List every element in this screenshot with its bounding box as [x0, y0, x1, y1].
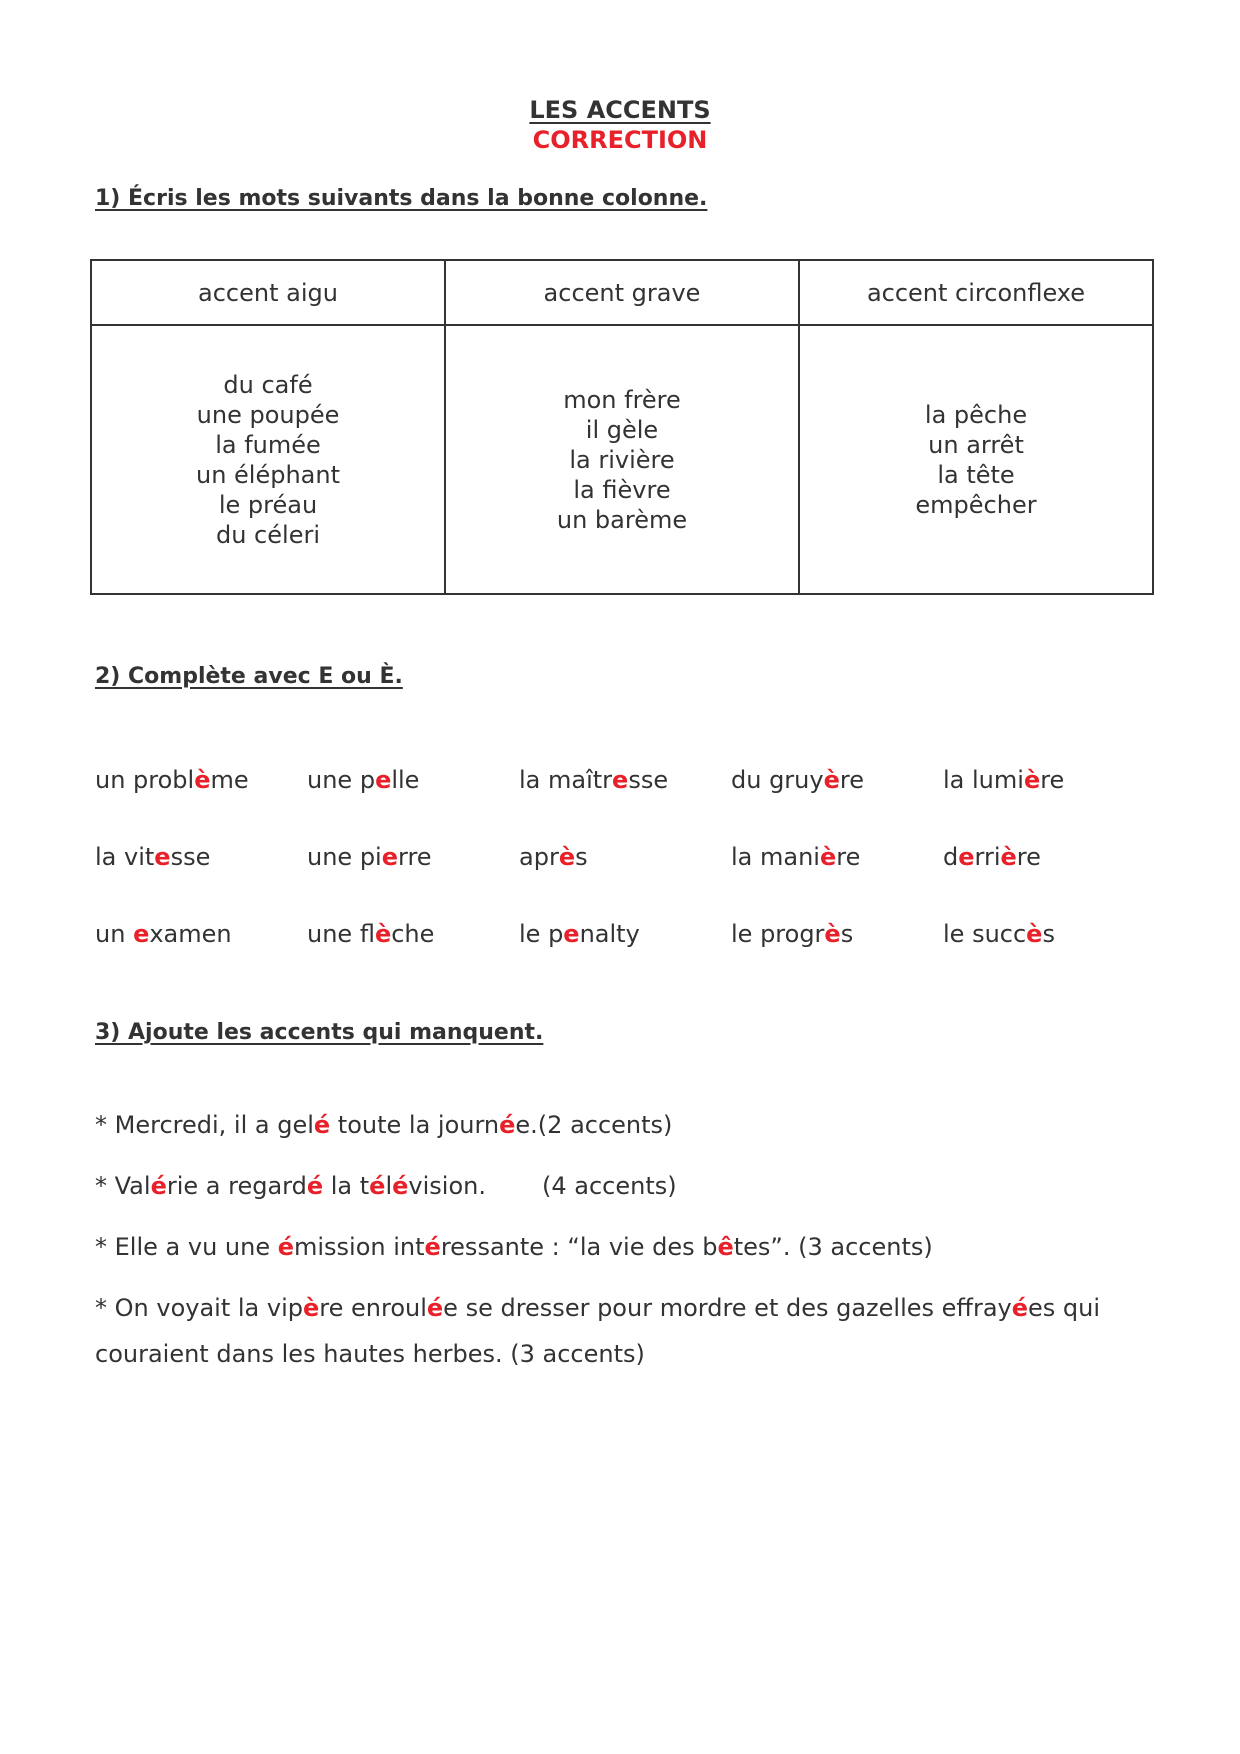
exercise2-word — [731, 919, 943, 996]
sentence — [95, 1232, 1155, 1262]
answer-letter: è — [194, 766, 211, 794]
exercise2-word — [307, 765, 519, 842]
word-item: la pêche — [924, 400, 1028, 429]
word-part: re — [839, 766, 864, 794]
word-part: nalty — [579, 920, 640, 948]
answer-letter: é — [424, 1233, 441, 1261]
answer-letter: è — [1000, 843, 1017, 871]
word-part: s — [575, 843, 588, 871]
sentence-part: e se dresser pour mordre et des gazelles effray — [443, 1294, 1012, 1322]
word-item: un barème — [556, 505, 688, 534]
exercise2-grid — [95, 765, 1155, 996]
sentence-part: * Elle a vu une — [95, 1233, 278, 1261]
exercise2-word — [731, 765, 943, 842]
column-header-aigu: accent aigu — [91, 260, 445, 325]
column-grave-words — [445, 325, 799, 594]
word-part: re — [836, 843, 861, 871]
sentence-part: tes”. (3 accents) — [733, 1233, 933, 1261]
word-part: sse — [628, 766, 669, 794]
sentence-part: rie a regard — [166, 1172, 307, 1200]
word-item: du café — [223, 370, 313, 399]
word-part: re — [1040, 766, 1065, 794]
exercise2-word — [519, 765, 731, 842]
answer-letter: e — [381, 843, 398, 871]
word-part: d — [943, 843, 959, 871]
sentence-part: re enroul — [319, 1294, 427, 1322]
answer-letter: è — [302, 1294, 320, 1322]
answer-letter: è — [1026, 920, 1043, 948]
word-item: empêcher — [915, 490, 1037, 519]
exercise2-row — [95, 842, 1155, 919]
sentence — [95, 1171, 1155, 1201]
word-part: sse — [170, 843, 211, 871]
word-part: une p — [307, 766, 376, 794]
word-part: apr — [519, 843, 559, 871]
word-part: s — [1042, 920, 1055, 948]
exercise2-word — [95, 919, 307, 996]
exercise2-word — [95, 765, 307, 842]
page-title: LES ACCENTS — [529, 96, 711, 124]
word-part: un — [95, 920, 134, 948]
sentence-part: e.(2 accents) — [515, 1111, 673, 1139]
answer-letter: ê — [717, 1233, 734, 1261]
word-part: une pi — [307, 843, 382, 871]
word-item: une poupée — [196, 400, 340, 429]
answer-letter: è — [823, 766, 840, 794]
word-part: s — [840, 920, 854, 948]
exercise2-word — [307, 842, 519, 919]
sentence-part: l — [385, 1172, 393, 1200]
answer-letter: e — [375, 766, 392, 794]
answer-letter: é — [306, 1172, 324, 1200]
answer-letter: é — [277, 1233, 294, 1261]
word-item: la rivière — [569, 445, 675, 474]
answer-letter: è — [819, 843, 837, 871]
word-item: la tête — [937, 460, 1015, 489]
answer-letter: e — [133, 920, 150, 948]
word-item: mon frère — [563, 385, 681, 414]
sentence-part: * On voyait la vip — [95, 1294, 303, 1322]
exercise1-heading: 1) Écris les mots suivants dans la bonne colonne. — [95, 186, 708, 211]
exercise2-row — [95, 765, 1155, 842]
word-part: le progr — [731, 920, 825, 948]
exercise2-word — [519, 919, 731, 996]
word-part: la vit — [95, 843, 155, 871]
word-part: rri — [974, 843, 1001, 871]
sentence-part: (4 accents) — [541, 1172, 677, 1200]
exercise3-sentences — [95, 1110, 1155, 1408]
sentence-part: * Mercredi, il a gel — [95, 1111, 314, 1139]
answer-letter: è — [558, 843, 576, 871]
exercise2-word — [943, 842, 1155, 919]
accents-table — [90, 259, 1154, 595]
exercise3-heading: 3) Ajoute les accents qui manquent. — [95, 1020, 544, 1045]
sentence-part: * Val — [95, 1172, 151, 1200]
word-part: lle — [391, 766, 420, 794]
answer-letter: e — [958, 843, 975, 871]
sentence — [95, 1110, 1155, 1140]
exercise2-word — [943, 765, 1155, 842]
column-circonflexe-words — [799, 325, 1153, 594]
word-part: rre — [398, 843, 432, 871]
table-header-row — [91, 260, 1153, 325]
word-part: une fl — [307, 920, 375, 948]
table-body-row — [91, 325, 1153, 594]
word-part: la mani — [731, 843, 820, 871]
answer-letter: é — [1011, 1294, 1029, 1322]
sentence-part: toute la journ — [330, 1111, 500, 1139]
word-item: la fumée — [215, 430, 321, 459]
word-item: la fièvre — [573, 475, 671, 504]
answer-letter: è — [824, 920, 841, 948]
sentence-part: ressante : “la vie des b — [440, 1233, 718, 1261]
sentence-part: es qui couraient dans les hautes herbes. (3 accents) — [95, 1294, 1101, 1368]
word-item: du céleri — [215, 520, 320, 549]
word-part: me — [210, 766, 249, 794]
word-part: le succ — [943, 920, 1027, 948]
exercise2-word — [731, 842, 943, 919]
sentence-part: vision. — [408, 1172, 486, 1200]
column-aigu-words — [91, 325, 445, 594]
exercise2-word — [943, 919, 1155, 996]
word-item: un éléphant — [195, 460, 341, 489]
column-header-circonflexe: accent circonflexe — [799, 260, 1153, 325]
page-subtitle: CORRECTION — [532, 126, 708, 154]
word-part: un probl — [95, 766, 195, 794]
sentence-part: la t — [323, 1172, 370, 1200]
word-item: le préau — [218, 490, 318, 519]
answer-letter: é — [369, 1172, 386, 1200]
word-part: re — [1016, 843, 1041, 871]
word-item: il gèle — [585, 415, 659, 444]
word-item: un arrêt — [928, 430, 1024, 459]
word-part: che — [391, 920, 435, 948]
sentence-part: mission int — [294, 1233, 425, 1261]
answer-letter: é — [499, 1111, 516, 1139]
answer-letter: è — [1023, 766, 1041, 794]
exercise2-heading: 2) Complète avec E ou È. — [95, 664, 403, 689]
exercise2-word — [519, 842, 731, 919]
word-part: le p — [519, 920, 564, 948]
exercise2-word — [95, 842, 307, 919]
answer-letter: é — [313, 1111, 331, 1139]
answer-letter: é — [426, 1294, 444, 1322]
word-part: la lumi — [943, 766, 1024, 794]
word-part: xamen — [149, 920, 232, 948]
answer-letter: é — [150, 1172, 167, 1200]
answer-letter: e — [563, 920, 580, 948]
answer-letter: e — [154, 843, 171, 871]
exercise2-word — [307, 919, 519, 996]
word-part: la maîtr — [519, 766, 613, 794]
answer-letter: é — [392, 1172, 409, 1200]
word-part: du gruy — [731, 766, 824, 794]
exercise2-row — [95, 919, 1155, 996]
column-header-grave: accent grave — [445, 260, 799, 325]
answer-letter: è — [374, 920, 392, 948]
sentence — [95, 1285, 1155, 1377]
answer-letter: e — [612, 766, 629, 794]
